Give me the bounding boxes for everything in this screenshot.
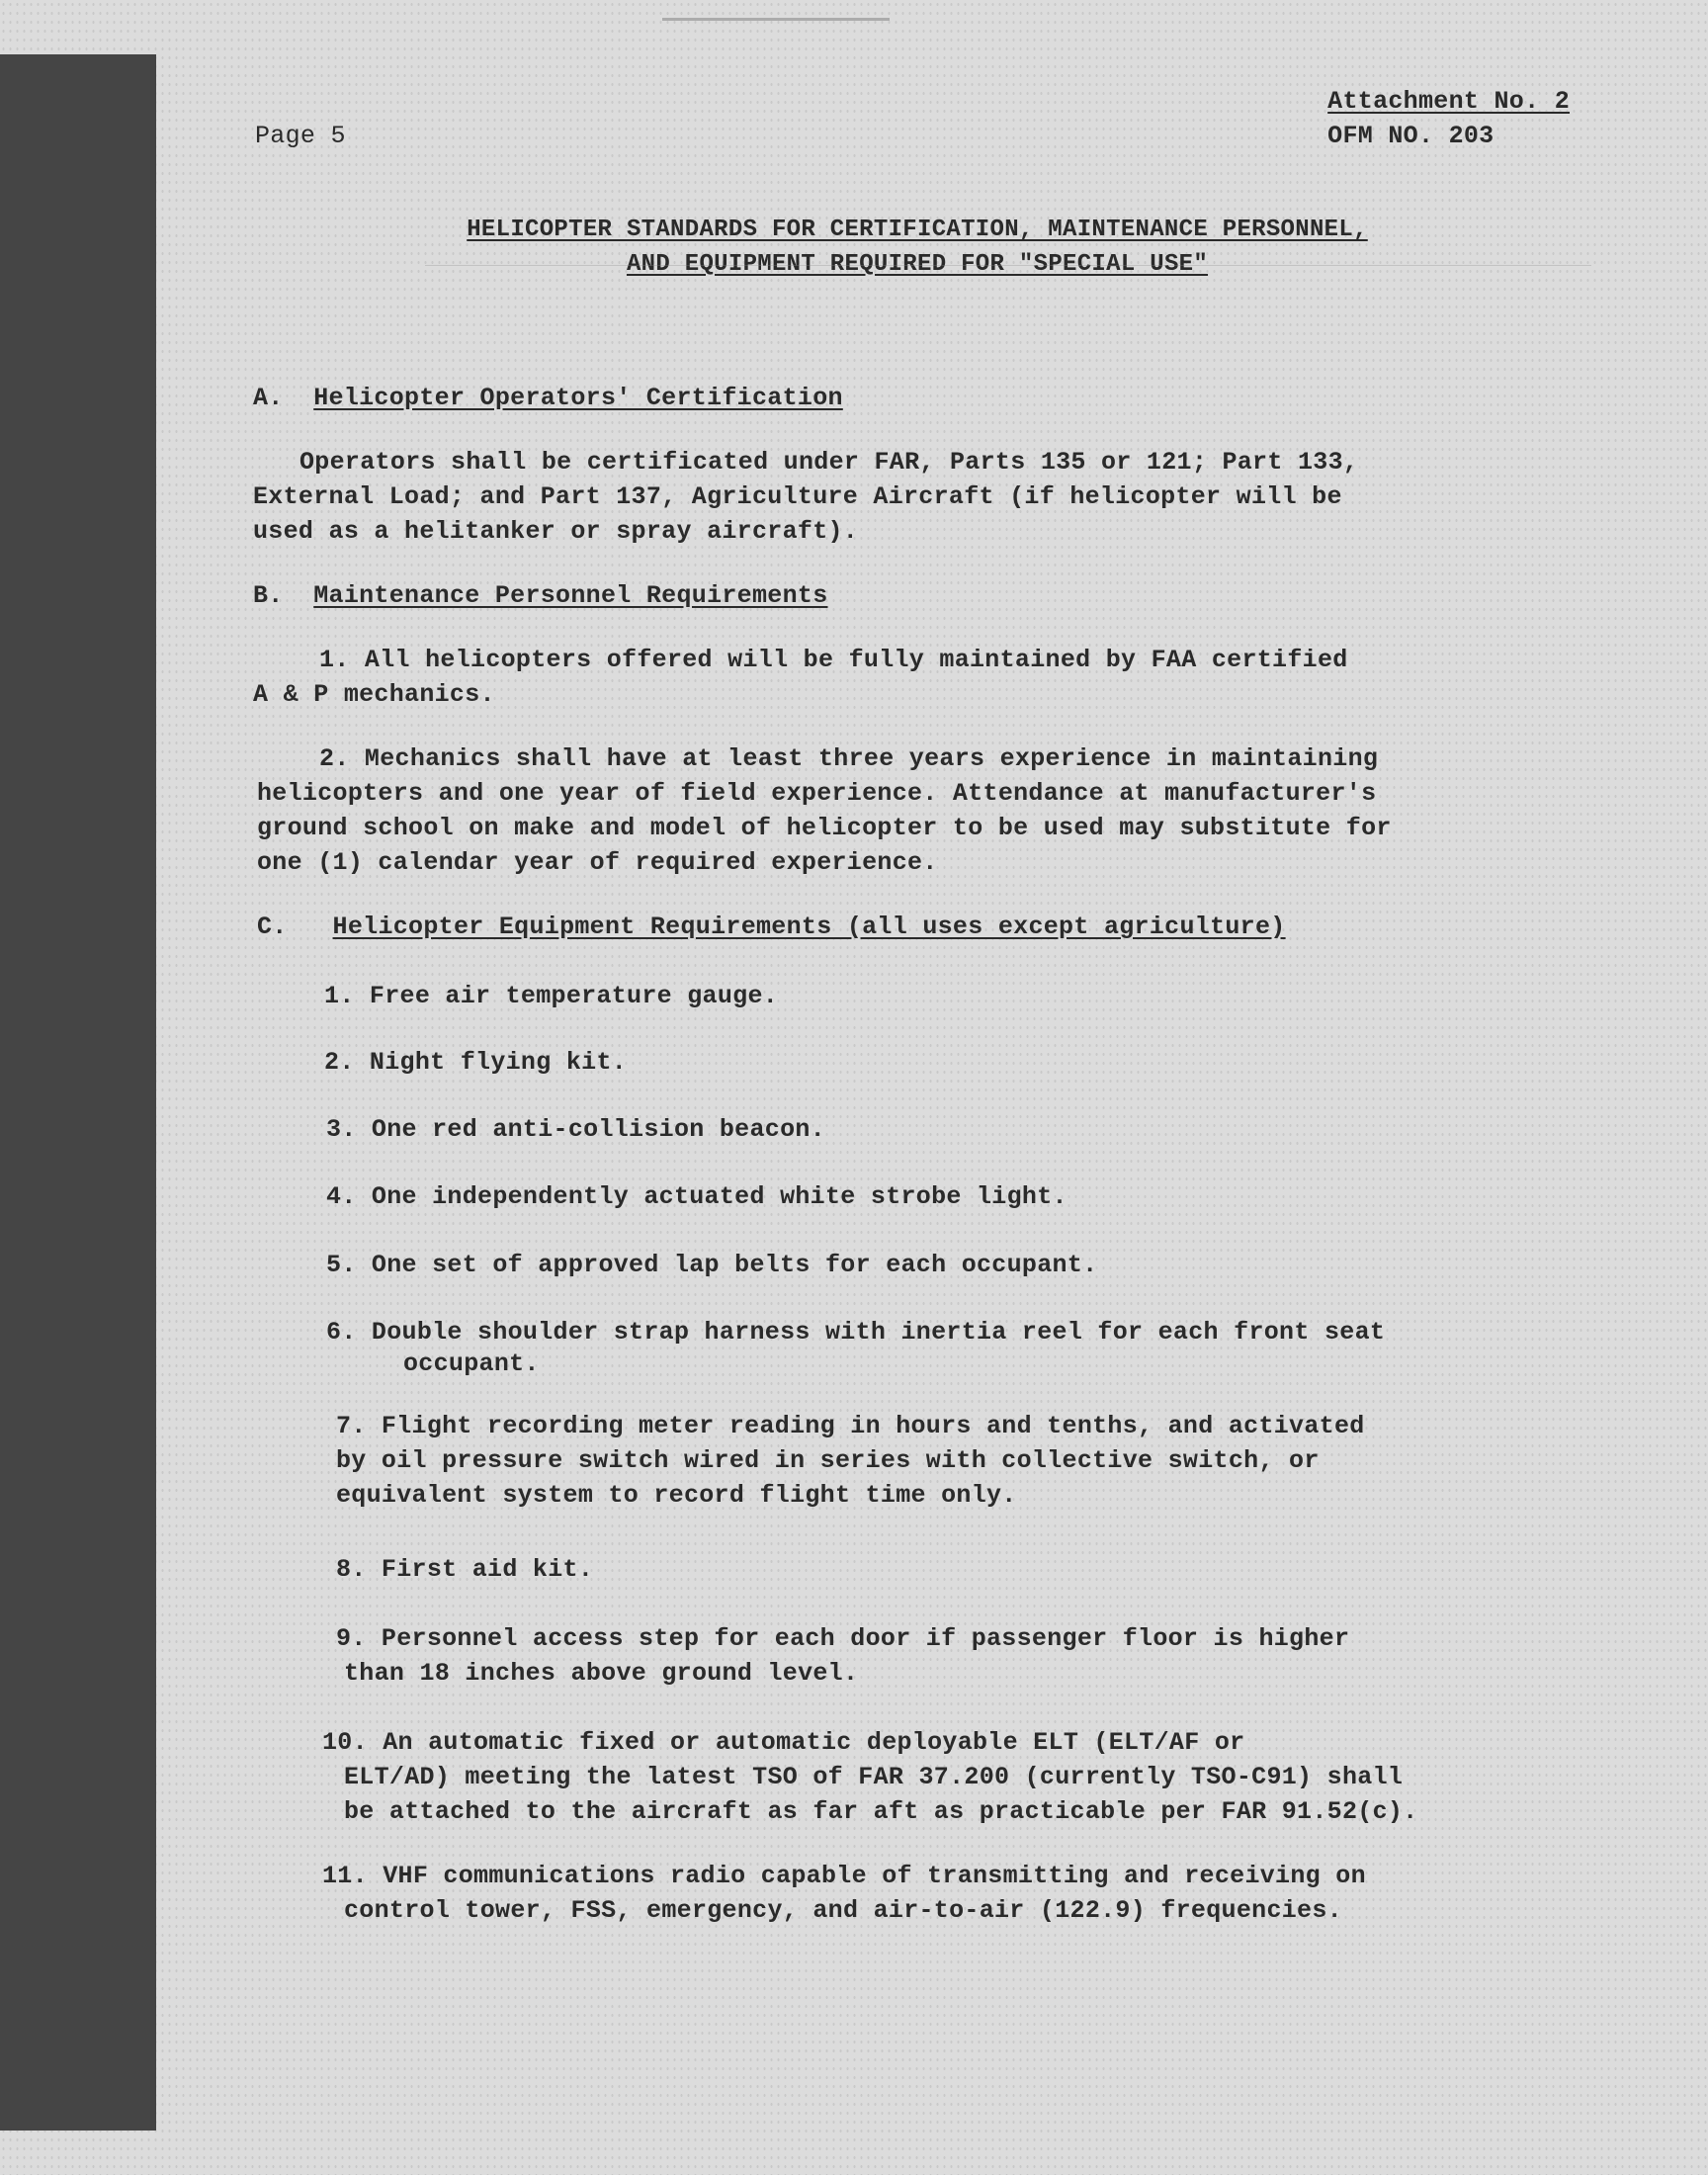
section-a-body-line-2: External Load; and Part 137, Agriculture Aircraft (if helicopter will be (253, 482, 1342, 511)
section-a-title: Helicopter Operators' Certification (313, 384, 843, 412)
section-b-item-2-line-4: one (1) calendar year of required experience. (257, 848, 938, 877)
section-c-item-9-line-2: than 18 inches above ground level. (344, 1659, 859, 1688)
section-c-item-9-line-1: 9. Personnel access step for each door if passenger floor is higher (336, 1624, 1350, 1653)
section-b-item-1-line-1: 1. All helicopters offered will be fully maintained by FAA certified (319, 646, 1348, 674)
section-c-item-11-line-1: 11. VHF communications radio capable of transmitting and receiving on (322, 1862, 1366, 1890)
section-c-title: Helicopter Equipment Requirements (all uses except agriculture) (332, 913, 1286, 941)
section-c-item-10-line-1: 10. An automatic fixed or automatic deployable ELT (ELT/AF or (322, 1728, 1245, 1757)
section-c-item-7-line-1: 7. Flight recording meter reading in hours and tenths, and activated (336, 1412, 1365, 1440)
section-c-item-6-line-1: 6. Double shoulder strap harness with inertia reel for each front seat (326, 1318, 1386, 1347)
section-c-item-8: 8. First aid kit. (336, 1555, 594, 1584)
ofm-number: OFM NO. 203 (1327, 122, 1494, 150)
title-line-2: AND EQUIPMENT REQUIRED FOR "SPECIAL USE" (626, 251, 1209, 278)
section-c-item-11-line-2: control tower, FSS, emergency, and air-to-air (122.9) frequencies. (344, 1896, 1342, 1925)
document-title (156, 213, 1678, 282)
section-b-letter: B. (253, 581, 284, 610)
section-c-item-7-line-3: equivalent system to record flight time only. (336, 1481, 1017, 1510)
section-c-item-10-line-2: ELT/AD) meeting the latest TSO of FAR 37.200 (currently TSO-C91) shall (344, 1763, 1404, 1791)
section-b-item-2-line-3: ground school on make and model of helicopter to be used may substitute for (257, 814, 1392, 842)
section-c-item-1: 1. Free air temperature gauge. (324, 982, 779, 1010)
section-c-letter: C. (257, 913, 288, 941)
attachment-number: Attachment No. 2 (1327, 87, 1570, 116)
attachment-reference (1327, 84, 1570, 153)
scan-artifact-top (662, 18, 890, 21)
scan-artifact-line (425, 265, 1591, 266)
section-b-item-2-line-2: helicopters and one year of field experience. Attendance at manufacturer's (257, 779, 1377, 808)
document-body (156, 40, 1678, 2135)
section-c-heading (257, 910, 1286, 944)
section-a-body-line-3: used as a helitanker or spray aircraft). (253, 517, 859, 546)
section-c-item-7-line-2: by oil pressure switch wired in series with collective switch, or (336, 1446, 1320, 1475)
section-a-letter: A. (253, 384, 284, 412)
section-c-item-10-line-3: be attached to the aircraft as far aft as practicable per FAR 91.52(c). (344, 1797, 1418, 1826)
binding-strip (0, 54, 156, 2131)
section-b-item-1-line-2: A & P mechanics. (253, 680, 495, 709)
page-number: Page 5 (255, 122, 346, 150)
section-a-body-line-1: Operators shall be certificated under FAR, Parts 135 or 121; Part 133, (299, 448, 1359, 477)
section-c-item-2: 2. Night flying kit. (324, 1048, 628, 1077)
section-b-item-2-line-1: 2. Mechanics shall have at least three years experience in maintaining (319, 744, 1379, 773)
section-c-item-5: 5. One set of approved lap belts for each occupant. (326, 1251, 1098, 1279)
section-c-item-3: 3. One red anti-collision beacon. (326, 1115, 825, 1144)
section-b-heading (253, 578, 828, 613)
section-c-item-6-line-2: occupant. (403, 1349, 540, 1378)
title-line-1: HELICOPTER STANDARDS FOR CERTIFICATION, MAINTENANCE PERSONNEL, (467, 217, 1368, 243)
section-a-heading (253, 381, 843, 415)
section-c-item-4: 4. One independently actuated white strobe light. (326, 1182, 1068, 1211)
section-b-title: Maintenance Personnel Requirements (313, 581, 828, 610)
